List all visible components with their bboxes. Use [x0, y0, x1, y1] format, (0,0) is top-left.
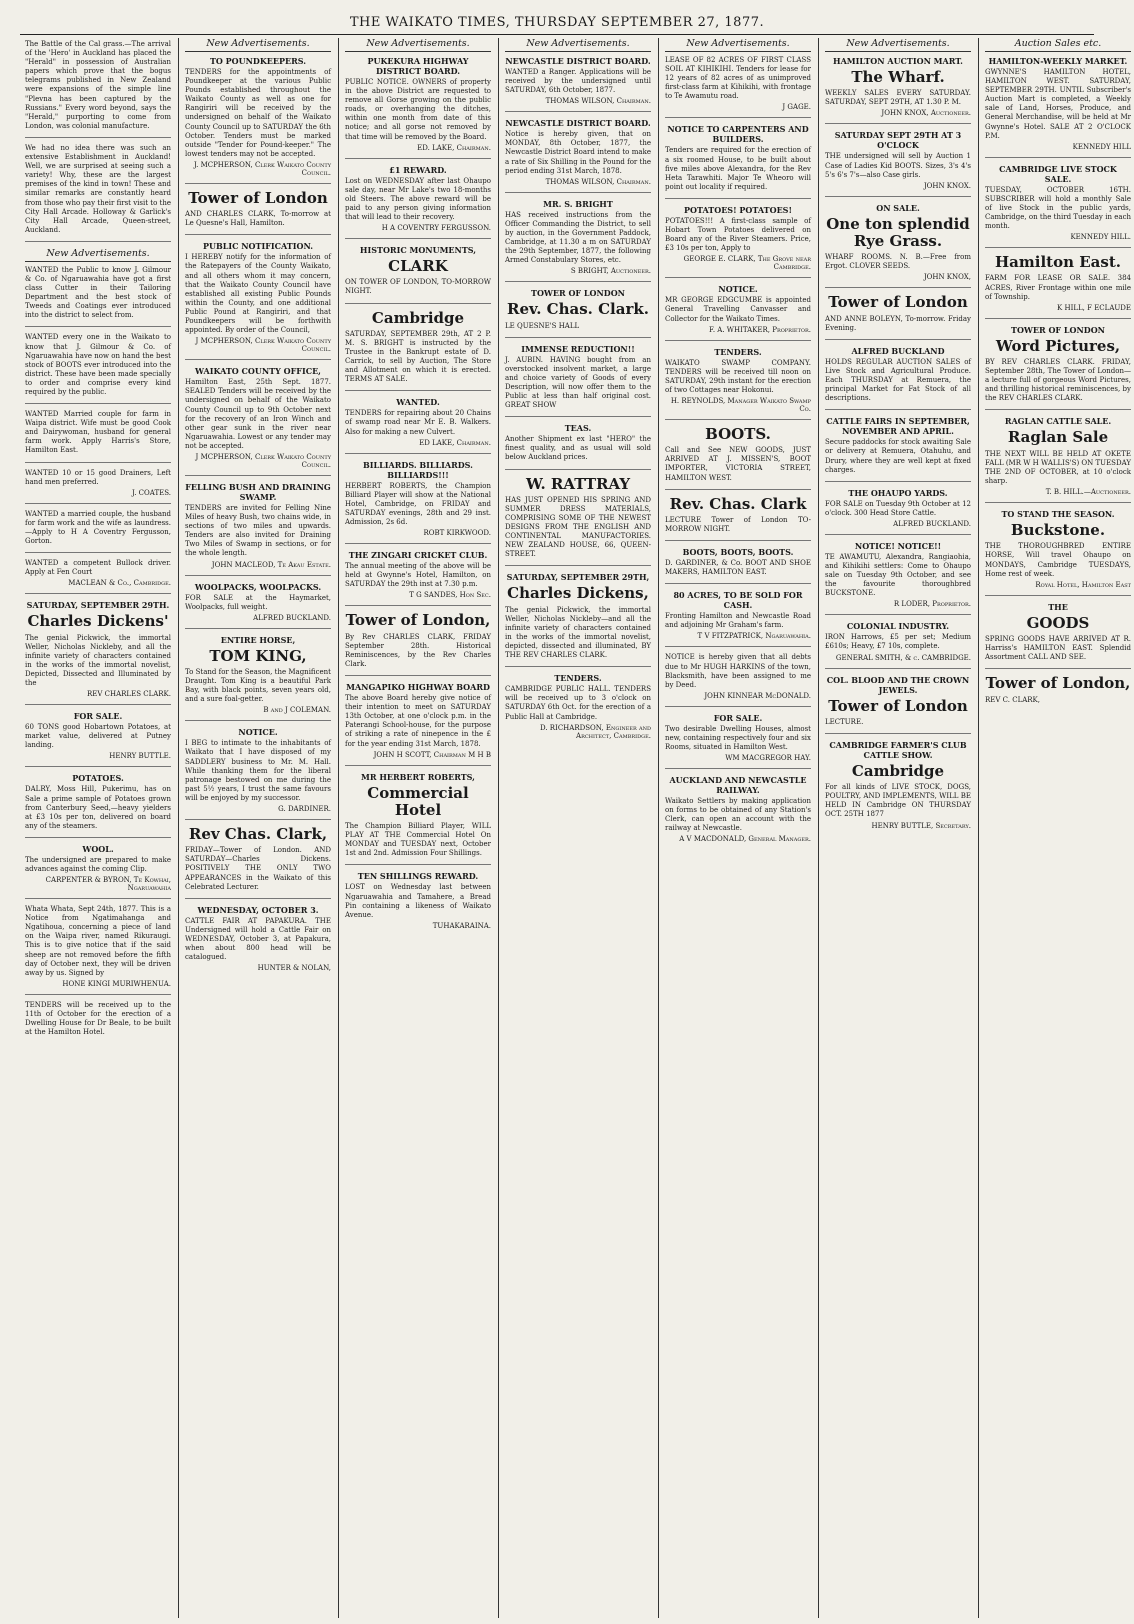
advertisement [505, 572, 651, 667]
ad-heading: THE [1048, 601, 1068, 612]
advertisement [665, 590, 811, 647]
column [822, 38, 974, 1618]
ad-body: Waikato Settlers by making application on forms to be obtained of any Station's Clerk, can open an account with the railway at Newcastle. [665, 797, 811, 833]
ad-signature: H. REYNOLDS, Manager Waikato Swamp Co. [670, 396, 811, 413]
column-header: New Advertisements. [345, 38, 491, 52]
ad-body: LECTURE Tower of London TO-MORROW NIGHT. [665, 515, 811, 533]
ad-signature: THOMAS WILSON, Chairman. [545, 97, 651, 106]
ad-signature: J. COATES. [131, 488, 171, 497]
advertisement [25, 600, 171, 705]
ad-body: WANTED Married couple for farm in Waipa district. Wife must be good Cook and Dairywoman, husband for general farm work. Apply Harris's Store, Hamilton East. [25, 410, 171, 455]
ad-body: TENDERS for repairing about 20 Chains of swamp road near Mr E. B. Walkers. Also for making a new Culvert. [345, 409, 491, 436]
ad-signature: S BRIGHT, Auctioneer. [570, 267, 651, 276]
ad-heading: FOR SALE. [73, 711, 123, 722]
advertisement [185, 826, 331, 899]
ad-body: THE THOROUGHBRED ENTIRE HORSE, Will travel Ohaupo on MONDAYS, Cambridge TUESDAYS, Home rest of week. [985, 542, 1131, 578]
ad-heading: POTATOES! POTATOES! [684, 204, 792, 215]
advertisement [185, 635, 331, 722]
column [22, 38, 174, 1618]
ad-signature: HENRY BUTTLE. [109, 752, 171, 761]
ad-heading: CAMBRIDGE LIVE STOCK SALE. [999, 163, 1117, 184]
ad-body: I HEREBY notify for the information of the Ratepayers of the County Waikato, and all others whom it may concern, that the Waikato County Council have established all existing Public Pounds within the County, and one additional Public Pound at Rangiriri, and that Poundkeepers will be forthwith appointed. By order of the Council, [185, 253, 331, 335]
ad-body: Another Shipment ex last "HERO" the finest quality, and as usual will sold below Auckland prices. [505, 435, 651, 462]
advertisement [825, 203, 971, 289]
ad-heading: TEAS. [564, 423, 592, 434]
ad-signature: ED. LAKE, Chairman. [417, 143, 491, 152]
advertisement [25, 844, 171, 899]
advertisement [345, 56, 491, 159]
ad-signature: J MCPHERSON, Clerk Waikato County Council. [195, 337, 331, 354]
ad-body: WANTED a married couple, the husband for farm work and the wife as laundress.—Apply to H A Coventry Fergusson, Gorton. [25, 509, 171, 546]
ad-body: I BEG to intimate to the inhabitants of Waikato that I have disposed of my SADDLERY business to Mr. M. Hall. While thanking them for the liberal patronage bestowed on me during the past 5½ years, I trust the same favours will be enjoyed by my successor. [185, 739, 331, 802]
advertisement [985, 254, 1131, 319]
ad-body: Secure paddocks for stock awaiting Sale or delivery at Remuera, Otahuhu, and Drury, where they are well kept at fixed charges. [825, 438, 971, 474]
ad-body: CATTLE FAIR AT PAPAKURA. THE Undersigned will hold a Cattle Fair on WEDNESDAY, October 3, at Papakura, when about 800 head will be catalogued. [185, 916, 331, 962]
ad-signature: ALFRED BUCKLAND. [893, 519, 971, 528]
column-header: New Advertisements. [185, 38, 331, 52]
ad-display-title: One ton splendid Rye Grass. [826, 214, 970, 250]
advertisement [665, 56, 811, 118]
advertisement [665, 496, 811, 541]
ad-signature: CARPENTER & BYRON, Te Kowhai, Ngaruawahia [45, 876, 171, 893]
ad-heading: PUKEKURA HIGHWAY DISTRICT BOARD. [367, 56, 469, 76]
advertisement [505, 476, 651, 567]
advertisement [345, 165, 491, 239]
ad-body: AND ANNE BOLEYN, To-morrow. Friday Evening. [825, 314, 971, 332]
ad-signature: T. B. HILL.—Auctioneer. [1045, 488, 1131, 497]
ad-signature: B and J COLEMAN. [263, 706, 331, 715]
advertisement [185, 482, 331, 576]
column [182, 38, 334, 1618]
advertisement [985, 325, 1131, 411]
ad-body: We had no idea there was such an extensive Establishment in Auckland! Well, we are surprised at seeing such a variety! Why, these are the largest premises of the kind in town! These and similar remarks are constantly heard from those who pay their first visit to the City Hall Arcade. Holloway & Garlick's City Hall Arcade, Queen-street, Auckland. [25, 143, 171, 234]
column [342, 38, 494, 1618]
advertisement [505, 118, 651, 192]
advertisement [665, 205, 811, 278]
ad-signature: JOHN MACLEOD, Te Akau Estate. [211, 560, 331, 569]
ad-body: The undersigned are prepared to make advances against the coming Clip. [25, 855, 171, 873]
ad-heading: THE ZINGARI CRICKET CLUB. [348, 550, 488, 561]
ad-body: For all kinds of LIVE STOCK, DOGS, POULTRY, AND IMPLEMENTS, WILL BE HELD IN Cambridge ON THURSDAY OCT. 25TH 1877 [825, 783, 971, 819]
ad-display-title: Cambridge [851, 761, 945, 780]
advertisement [25, 711, 171, 767]
advertisement [25, 469, 171, 504]
ad-heading: BOOTS, BOOTS, BOOTS. [682, 547, 794, 558]
ad-body: LOST on Wednesday last between Ngaruawahia and Tamahere, a Bread Pin containing a likeness of Waikato Avenue. [345, 883, 491, 919]
ad-body: Call and See NEW GOODS, JUST ARRIVED AT J. MISSEN'S, BOOT IMPORTER, VICTORIA STREET, HAMILTON WEST. [665, 446, 811, 482]
advertisement [185, 56, 331, 184]
ad-body: The Champion Billiard Player, WILL PLAY AT THE Commercial Hotel On MONDAY and TUESDAY next, October 1st and 2nd. Admission Four Shillings. [345, 822, 491, 858]
advertisement [505, 344, 651, 418]
advertisement [825, 740, 971, 836]
ad-heading: TO POUNDKEEPERS. [209, 56, 307, 66]
ad-heading: ON SALE. [876, 202, 920, 213]
ad-signature: HUNTER & NOLAN, [257, 964, 331, 973]
ad-body: WANTED a competent Bullock driver. Apply at Fen Court [25, 559, 171, 577]
ad-body: The annual meeting of the above will be held at Gwynne's Hotel, Hamilton, on SATURDAY the 29th inst at 7.30 p.m. [345, 562, 491, 589]
ad-display-title: Raglan Sale [1007, 428, 1109, 447]
ad-heading: TENDERS. [554, 673, 602, 684]
ad-heading: MR HERBERT ROBERTS, [361, 771, 475, 782]
advertisement [985, 509, 1131, 596]
ad-body: TE AWAMUTU, Alexandra, Rangiaohia, and Kihikihi settlers: Come to Ohaupo sale on Tuesday 9th October, and see the favourite thoroughbred BUCKSTONE. [825, 552, 971, 598]
masthead [20, 12, 1094, 35]
column [502, 38, 654, 1618]
ad-body: The above Board hereby give notice of their intention to meet on SATURDAY 13th October, at one o'clock p.m. in the Paterangi School-house, for the purpose of striking a rate of ninepence in the £ for the year ending 31st March, 1878. [345, 694, 491, 748]
advertisement [185, 366, 331, 476]
ad-heading: MR. S. BRIGHT [543, 198, 613, 209]
advertisement [185, 727, 331, 820]
ad-signature: T G SANDES, Hon Sec. [409, 591, 491, 600]
advertisement [505, 423, 651, 469]
ad-signature: HONE KINGI MURIWHENUA. [62, 979, 171, 988]
ad-signature: J. MCPHERSON, Clerk Waikato County Council. [193, 160, 331, 177]
ad-signature: F. A. WHITAKER, Proprietor. [709, 325, 811, 334]
advertisement [345, 397, 491, 453]
ad-signature: KENNEDY HILL. [1070, 233, 1131, 242]
ad-signature: JOHN KINNEAR McDONALD. [704, 691, 811, 700]
advertisement [825, 541, 971, 615]
ad-heading: TEN SHILLINGS REWARD. [357, 871, 479, 882]
ad-heading: NOTICE. [238, 727, 278, 738]
advertisement [665, 347, 811, 420]
ad-heading: COLONIAL INDUSTRY. [846, 621, 950, 632]
ad-heading: WOOLPACKS, WOOLPACKS. [194, 581, 322, 592]
column-header: New Advertisements. [505, 38, 651, 52]
advertisement [985, 602, 1131, 670]
advertisement [665, 713, 811, 769]
ad-heading: AUCKLAND AND NEWCASTLE RAILWAY. [669, 775, 807, 796]
ad-body: FOR SALE at the Haymarket, Woolpacks, full weight. [185, 593, 331, 611]
advertisement [345, 871, 491, 935]
ad-body: PUBLIC NOTICE. OWNERS of property in the above District are requested to remove all Gorse growing on the public roads, or overhanging the ditches, within one month from date of this notice; and all gorse not removed by that time will be removed by the Board. [345, 78, 491, 141]
ad-heading: IMMENSE REDUCTION!! [521, 343, 635, 354]
ad-body: The Battle of the Cal grass.—The arrival of the 'Hero' in Auckland has placed the "Herald" in possession of Australian papers which prove that the bogus telegrams published in New Zealand were expansions of the simple line "Plevna has been captured by the Russians." Every word beyond, says the "Herald," purporting to come from London, was colonial manufacture. [25, 40, 171, 130]
advertisement [185, 190, 331, 235]
ad-display-title: Rev. Chas. Clark [669, 494, 807, 513]
advertisement [345, 550, 491, 606]
ad-body: WEEKLY SALES EVERY SATURDAY. SATURDAY, SEPT 29TH, AT 1.30 P. M. [825, 89, 971, 107]
ad-display-title: Commercial Hotel [367, 783, 469, 819]
ad-body: WAIKATO SWAMP COMPANY. TENDERS will be received till noon on SATURDAY, 29th instant for the erection of two Cottages near Hokonui. [665, 358, 811, 394]
ad-heading: NOTICE! NOTICE!! [854, 540, 942, 551]
ad-heading: THE OHAUPO YARDS. [848, 487, 948, 498]
ad-signature: A V MACDONALD, General Manager. [679, 835, 811, 844]
advertisement [25, 333, 171, 404]
ad-signature: H A COVENTRY FERGUSSON. [381, 224, 491, 233]
advertisement [665, 653, 811, 706]
advertisement [505, 56, 651, 112]
ad-heading: BILLIARDS. BILLIARDS. BILLIARDS!!! [363, 459, 473, 480]
advertisement [25, 144, 171, 242]
ad-signature: JOHN KNOX. [923, 181, 971, 190]
ad-body: TUESDAY, OCTOBER 16TH. SUBSCRIBER will hold a monthly Sale of live Stock in the public yards, Cambridge, on the third Tuesday in each month. [985, 185, 1131, 231]
advertisement [25, 266, 171, 328]
ad-display-title: W. RATTRAY [525, 474, 631, 493]
ad-heading: ALFRED BUCKLAND [851, 345, 945, 356]
ad-body: LECTURE. [825, 717, 864, 726]
ad-signature: K HILL, F ECLAUDE [1057, 303, 1131, 312]
column [982, 38, 1134, 1618]
ad-body: 60 TONS good Hobartown Potatoes, at market value, delivered at Putney landing. [25, 723, 171, 750]
ad-body: By Rev CHARLES CLARK, FRIDAY September 28th. Historical Reminiscences, by the Rev Charles Clark. [345, 632, 491, 668]
masthead-title: THE WAIKATO TIMES, THURSDAY SEPTEMBER 27, 1877. [349, 15, 765, 30]
ad-body: MR GEORGE EDGCUMBE is appointed General Travelling Canvasser and Collector for the Waikato Times. [665, 296, 811, 323]
ad-heading: NEWCASTLE DISTRICT BOARD. [505, 56, 651, 66]
advertisement [345, 612, 491, 676]
ad-body: WHARF ROOMS. N. B.—Free from Ergot. CLOVER SEEDS. [825, 253, 971, 271]
ad-signature: REV CHARLES CLARK. [86, 690, 171, 699]
advertisement [985, 416, 1131, 503]
ad-heading: WOOL. [82, 843, 114, 854]
ad-body: HOLDS REGULAR AUCTION SALES of Live Stock and Agricultural Produce. Each THURSDAY at Remuera, the principal Market for Fat Stock of all descriptions. [825, 357, 971, 403]
ad-body: Lost on WEDNESDAY after last Ohaupo sale day, near Mr Lake's two 18-months old Steers. The above reward will be paid to any person giving information that will lead to their recovery. [345, 176, 491, 222]
ad-heading: SATURDAY, SEPTEMBER 29TH, [506, 572, 650, 583]
advertisement [25, 773, 171, 837]
ad-body: TENDERS are invited for Felling Nine Miles of heavy Bush, two chains wide, in sections of two miles and upwards. Tenders are also invited for Draining Two Miles of Swamp in sections, or for the whole length. [185, 503, 331, 558]
ad-signature: THOMAS WILSON, Chairman. [545, 177, 651, 186]
ad-signature: R LODER, Proprietor. [893, 600, 971, 609]
ad-heading: MANGAPIKO HIGHWAY BOARD [346, 682, 490, 693]
ad-body: HAS JUST OPENED HIS SPRING AND SUMMER DRESS MATERIALS, COMPRISING SOME OF THE NEWEST DESIGNS FROM THE ENGLISH AND CONTINENTAL MANUFACTORIES. NEW ZEALAND HOUSE, 66, QUEEN-STREET. [505, 495, 651, 559]
ad-signature: D. RICHARDSON, Engineer and Architect, Cambridge. [539, 723, 651, 740]
ad-heading: NOTICE TO CARPENTERS AND BUILDERS. [667, 124, 809, 145]
ad-body: ON TOWER OF LONDON, TO-MORROW NIGHT. [345, 278, 491, 296]
ad-signature: J GAGE. [782, 103, 811, 112]
ad-signature: JOHN KNOX, [923, 273, 971, 282]
advertisement [985, 56, 1131, 158]
advertisement [185, 905, 331, 978]
ad-signature: GEORGE E. CLARK, The Grove near Cambridge. [683, 255, 811, 272]
ad-display-title: Word Pictures, [995, 336, 1121, 355]
ad-heading: HAMILTON-WEEKLY MARKET. [988, 56, 1128, 66]
advertisement [825, 346, 971, 410]
ad-body: FOR SALE on Tuesday 9th October at 12 o'clock. 300 Head Store Cattle. [825, 499, 971, 517]
ad-body: D. GARDINER, & Co. BOOT AND SHOE MAKERS, HAMILTON EAST. [665, 559, 811, 577]
ad-heading: POTATOES. [72, 773, 124, 784]
ad-heading: SATURDAY SEPT 29TH AT 3 O'CLOCK [834, 130, 962, 151]
column-header: Auction Sales etc. [985, 38, 1131, 52]
ad-body: CAMBRIDGE PUBLIC HALL. TENDERS will be received up to 3 o'clock on SATURDAY 6th Oct. for the erection of a Public Hall at Cambridge. [505, 685, 651, 721]
ad-heading: NOTICE. [718, 284, 758, 295]
advertisement [825, 488, 971, 535]
ad-body: Fronting Hamilton and Newcastle Road and adjoining Mr Graham's farm. [665, 612, 811, 630]
ad-signature: J MCPHERSON, Clerk Waikato County Council. [195, 452, 331, 469]
ad-heading: TENDERS. [714, 346, 762, 357]
ad-heading: SATURDAY, SEPTEMBER 29TH. [26, 600, 170, 611]
ad-display-title: Tower of London [828, 293, 968, 312]
advertisement [825, 130, 971, 196]
advertisement [185, 582, 331, 629]
ad-display-title: Charles Dickens, [507, 584, 649, 603]
advertisement [345, 245, 491, 303]
ad-display-title: GOODS [1026, 613, 1090, 632]
ad-signature: MACLEAN & Co., Cambridge. [68, 579, 171, 588]
ad-heading: WAIKATO COUNTY OFFICE, [195, 366, 321, 377]
ad-body: SPRING GOODS HAVE ARRIVED AT R. Harriss's HAMILTON EAST. Splendid Assortment CALL AND SEE. [985, 634, 1131, 662]
ad-body: FARM FOR LEASE OR SALE. 384 ACRES, River Frontage within one mile of Township. [985, 274, 1131, 301]
ad-body: Tenders are required for the erection of a six roomed House, to be built about five miles above Alexandra, for the Rev Heta Tarawhiti. Major Te Wheoro will point out locality if required. [665, 146, 811, 191]
ad-body: THE NEXT WILL BE HELD AT OKETE FALL (MR W H WALLIS'S) ON TUESDAY THE 2ND OF OCTOBER, at 10 o'clock sharp. [985, 449, 1131, 485]
ad-display-title: Buckstone. [1010, 521, 1106, 540]
advertisement [665, 775, 811, 849]
ad-body: SATURDAY, SEPTEMBER 29th, AT 2 P. M. S. BRIGHT is instructed by the Trustee in the Bankrupt estate of D. Carrick, to sell by Auction, The Store and Allotment on which it is erected. TERMS AT SALE. [345, 329, 491, 384]
ad-heading: WEDNESDAY, OCTOBER 3. [197, 904, 319, 915]
ad-body: THE undersigned will sell by Auction 1 Case of Ladies Kid BOOTS. Sizes, 3's 4's 5's 6's 7's—also Case girls. [825, 152, 971, 179]
advertisement [665, 547, 811, 584]
advertisement [25, 559, 171, 594]
ad-body: HAS received instructions from the Officer Commanding the District, to sell by auction, in the Government Paddock, Cambridge, at 11.30 a m on SATURDAY the 29th September, 1877, the following Armed Constabulary Stores, etc. [505, 210, 651, 265]
ad-body: LEASE OF 82 ACRES OF FIRST CLASS SOIL AT KIHIKIHI. Tenders for lease for 12 years of 82 acres of as unimproved first-class farm at Kihikihi, with frontage to Te Awamutu road. [665, 56, 811, 101]
columns-container [22, 38, 1131, 1618]
ad-signature: ED LAKE, Chairman. [419, 438, 491, 447]
ad-heading: FOR SALE. [713, 712, 763, 723]
ad-signature: GENERAL SMITH, & c. CAMBRIDGE. [835, 653, 971, 662]
ad-body: AND CHARLES CLARK, To-morrow at Le Quesne's Hall, Hamilton. [185, 210, 331, 228]
advertisement [665, 284, 811, 340]
ad-body: REV C. CLARK, [985, 695, 1041, 704]
ad-display-title: Rev. Chas. Clark. [507, 300, 649, 319]
ad-body: NOTICE is hereby given that all debts due to Mr HUGH HARKINS of the town, Blacksmith, have been assigned to me by Deed. [665, 653, 811, 689]
ad-body: Notice is hereby given, that on MONDAY, 8th October, 1877, the Newcastle District Board intend to make a rate of Six Shilling in the Pound for the period ending 31st March, 1878. [505, 130, 651, 175]
ad-signature: HENRY BUTTLE, Secretary. [871, 821, 971, 830]
ad-heading: WANTED. [396, 397, 440, 408]
advertisement [825, 56, 971, 124]
advertisement [505, 288, 651, 337]
ad-body: WANTED 10 or 15 good Drainers, Left hand men preferred. [25, 468, 171, 486]
ad-body: Hamilton East, 25th Sept. 1877. SEALED Tenders will be received by the undersigned on behalf of the Waikato County Council up to 9th October next for the recovery of an Iron Winch and other gear sunk in the river near Ngaruawahia. Lowest or any tender may not be accepted. [185, 378, 331, 450]
ad-heading: HISTORIC MONUMENTS, [359, 245, 477, 256]
ad-signature: T V FITZPATRICK, Ngaruawahia. [697, 632, 811, 641]
column [662, 38, 814, 1618]
ad-display-title: Charles Dickens' [27, 612, 169, 631]
ad-body: BY REV CHARLES CLARK. FRIDAY, September 28th, The Tower of London—a lecture full of gorgeous Word Pictures, and thrilling historical reminiscences, by the REV CHARLES CLARK. [985, 358, 1131, 403]
advertisement [825, 621, 971, 668]
ad-signature: Royal Hotel, Hamilton East [1035, 580, 1131, 589]
section-header: New Advertisements. [25, 248, 171, 262]
ad-signature: JOHN H SCOTT, Chairman M H B [373, 750, 491, 759]
advertisement [25, 410, 171, 462]
ad-display-title: Tower of London, [345, 611, 491, 630]
ad-heading: NEWCASTLE DISTRICT BOARD. [505, 118, 651, 129]
ad-signature: ROBT KIRKWOOD. [423, 529, 491, 538]
ad-display-title: TOM KING, [209, 646, 307, 665]
advertisement [345, 682, 491, 766]
ad-body: IRON Harrows, £5 per set; Medium £610s; Heavy, £7 10s, complete. [825, 633, 971, 651]
ad-body: WANTED the Public to know J. Gilmour & Co. of Ngaruawahia have got a first class Cutter in their Tailoring Department and the best stock of Tweeds and Coatings ever introduced into the district to select from. [25, 265, 171, 320]
advertisement [185, 241, 331, 360]
ad-display-title: Cambridge [371, 308, 465, 327]
ad-body: To Stand for the Season, the Magnificent Draught. Tom King is a beautiful Park Bay, with black points, seven years old, and a sure foal-getter. [185, 667, 331, 704]
ad-heading: HAMILTON AUCTION MART. [833, 56, 963, 66]
ad-body: DALRY, Moss Hill, Pukerimu, has on Sale a prime sample of Potatoes grown from Canterbury Seed,—heavy yielders at £3 10s per ton, delivered on board any of the steamers. [25, 785, 171, 830]
ad-heading: ENTIRE HORSE, [220, 634, 296, 645]
advertisement [505, 673, 651, 745]
ad-display-title: Hamilton East. [995, 253, 1121, 272]
ad-display-title: Tower of London [188, 188, 328, 207]
advertisement [25, 1001, 171, 1043]
advertisement [825, 675, 971, 734]
advertisement [825, 294, 971, 339]
ad-body: HERBERT ROBERTS, the Champion Billiard Player will show at the National Hotel, Cambridge, on FRIDAY and SATURDAY evenings, 28th and 29 inst. Admission, 2s 6d. [345, 481, 491, 527]
advertisement [985, 164, 1131, 248]
advertisement [665, 426, 811, 490]
ad-signature: KENNEDY HILL [1072, 142, 1131, 151]
advertisement [665, 124, 811, 198]
ad-signature: JOHN KNOX, Auctioneer. [881, 109, 971, 118]
advertisement [345, 772, 491, 866]
ad-signature: WM MACGREGOR HAY. [725, 754, 811, 763]
ad-heading: COL. BLOOD AND THE CROWN JEWELS. [826, 674, 970, 695]
ad-body: POTATOES!!! A first-class sample of Hobart Town Potatoes delivered on Board any of the River Steamers. Price, £3 10s per ton, Apply to [665, 216, 811, 253]
ad-heading: £1 REWARD. [389, 164, 447, 175]
ad-heading: TOWER OF LONDON [1011, 324, 1105, 335]
ad-body: The genial Pickwick, the immortal Weller, Nicholas Nickleby, and all the infinite variety of characters contained in the works of the immortal novelist, Depicted, Dissected and Illuminated by the [25, 633, 171, 688]
ad-body: LE QUESNE'S HALL [505, 321, 580, 330]
advertisement [825, 416, 971, 481]
advertisement [25, 905, 171, 995]
advertisement [345, 460, 491, 544]
ad-signature: G. DARDINER. [278, 805, 331, 813]
advertisement [505, 199, 651, 283]
ad-body: The genial Pickwick, the immortal Weller, Nicholas Nickleby—and all the infinite variety of characters contained in the works of the immortal novelist, depicted, dissected and illuminated, BY THE REV CHARLES CLARK. [505, 605, 651, 660]
ad-body: Two desirable Dwelling Houses, almost new, containing respectively four and six Rooms, situated in Hamilton West. [665, 724, 811, 751]
column-header: New Advertisements. [665, 38, 811, 52]
ad-heading: RAGLAN CATTLE SALE. [1004, 416, 1112, 427]
advertisement [985, 675, 1131, 710]
ad-heading: FELLING BUSH AND DRAINING SWAMP. [185, 481, 331, 502]
ad-body: FRIDAY—Tower of London. AND SATURDAY—Charles Dickens. POSITIVELY THE ONLY TWO APPEARANCES in the Waikato of this Celebrated Lecturer. [185, 846, 331, 891]
ad-heading: TO STAND THE SEASON. [1001, 509, 1115, 520]
ad-heading: CATTLE FAIRS IN SEPTEMBER, NOVEMBER AND APRIL. [826, 416, 970, 437]
ad-signature: TUHAKARAINA. [432, 921, 491, 930]
ad-signature: ALFRED BUCKLAND. [253, 613, 331, 622]
ad-display-title: Tower of London [828, 696, 968, 715]
ad-display-title: BOOTS. [705, 424, 771, 443]
ad-heading: PUBLIC NOTIFICATION. [202, 241, 314, 252]
ad-heading: 80 ACRES, TO BE SOLD FOR CASH. [673, 590, 803, 611]
ad-body: WANTED every one in the Waikato to know that J. Gilmour & Co. of Ngaruawahia have now on hand the best stock of BOOTS ever introduced into the district. These have been made specially to order and comprise every kind required by the public. [25, 333, 171, 396]
ad-body: GWYNNE'S HAMILTON HOTEL, HAMILTON WEST. SATURDAY, SEPTEMBER 29TH. UNTIL Subscriber's Auction Mart is completed, a Weekly sale of Land, Horses, Produce, and General Merchandise, will be held at Mr Gwynne's Hotel. SALE AT 2 O'CLOCK P.M. [985, 68, 1131, 140]
ad-display-title: Rev Chas. Clark, [188, 825, 328, 843]
column-header: New Advertisements. [825, 38, 971, 52]
advertisement [345, 310, 491, 392]
ad-display-title: The Wharf. [851, 68, 945, 86]
ad-display-title: CLARK [388, 257, 448, 276]
ad-body: TENDERS for the appointments of Poundkeeper at the various Public Pounds established throughout the Waikato County as well as one for Rangiriri will be received by the undersigned on behalf of the Waikato County Council up to SATURDAY the 6th October. Tenders must be marked outside "Tender for Pound-keeper." The lowest tenders may not be accepted. [185, 68, 331, 158]
ad-heading: CAMBRIDGE FARMER'S CLUB CATTLE SHOW. [829, 739, 967, 760]
advertisement [25, 510, 171, 553]
ad-heading: TOWER OF LONDON [531, 288, 625, 299]
ad-body: J. AUBIN. HAVING bought from an overstocked insolvent market, a large and choice variety of Goods of every Description, will now offer them to the Public at less than half original cost. GREAT SHOW [505, 355, 651, 410]
ad-body: WANTED a Ranger. Applications will be received by the undersigned until SATURDAY, 6th October, 1877. [505, 68, 651, 95]
ad-display-title: Tower of London, [985, 674, 1131, 693]
advertisement [25, 40, 171, 138]
ad-body: Whata Whata, Sept 24th, 1877. This is a Notice from Ngatimahanga and Ngatihoua, concerning a piece of land on the Waipa river, named Rikuraugi. This is to give notice that if the said sheep are not removed before the fifth day of October next, they will be driven away by us. Signed by [25, 905, 171, 977]
ad-body: TENDERS will be received up to the 11th of October for the erection of a Dwelling House for Dr Beale, to be built at the Hamilton Hotel. [25, 1000, 171, 1037]
